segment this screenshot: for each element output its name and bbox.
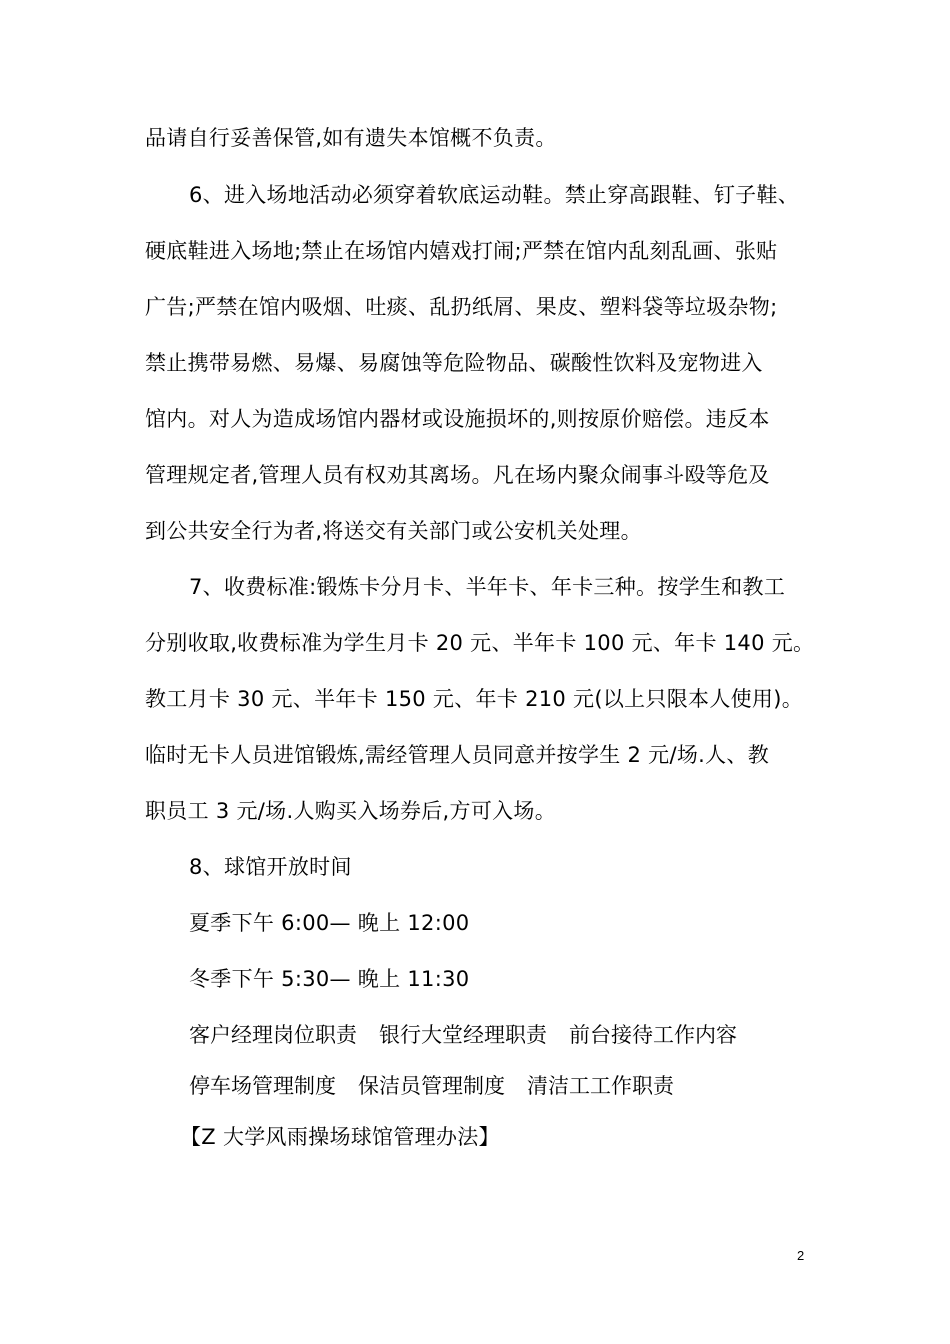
paragraph-line: 到公共安全行为者,将送交有关部门或公安机关处理。 (145, 519, 642, 543)
rule-7-heading-line: 7、收费标准:锻炼卡分月卡、半年卡、年卡三种。按学生和教工 (189, 575, 786, 599)
paragraph-line: 品请自行妥善保管,如有遗失本馆概不负责。 (145, 126, 557, 150)
related-links-row-2 (189, 1072, 674, 1100)
paragraph-line: 广告;严禁在馆内吸烟、吐痰、乱扔纸屑、果皮、塑料袋等垃圾杂物; (145, 295, 778, 319)
rule-8-heading: 8、球馆开放时间 (189, 855, 352, 879)
page-number: 2 (797, 1248, 805, 1263)
paragraph-line: 馆内。对人为造成场馆内器材或设施损坏的,则按原价赔偿。违反本 (145, 407, 770, 431)
related-link[interactable]: 保洁员管理制度 (358, 1074, 505, 1098)
related-link[interactable]: 银行大堂经理职责 (379, 1023, 547, 1047)
related-link[interactable]: 客户经理岗位职责 (189, 1023, 357, 1047)
summer-hours: 夏季下午 6:00— 晚上 12:00 (189, 911, 470, 935)
rule-6-heading-line: 6、进入场地活动必须穿着软底运动鞋。禁止穿高跟鞋、钉子鞋、 (189, 183, 800, 207)
paragraph-line: 职员工 3 元/场.人购买入场券后,方可入场。 (145, 799, 557, 823)
related-links-row-1 (189, 1021, 737, 1049)
paragraph-line: 管理规定者,管理人员有权劝其离场。凡在场内聚众闹事斗殴等危及 (145, 463, 770, 487)
paragraph-line: 硬底鞋进入场地;禁止在场馆内嬉戏打闹;严禁在馆内乱刻乱画、张贴 (145, 239, 778, 263)
related-link[interactable]: 停车场管理制度 (189, 1074, 336, 1098)
paragraph-line: 临时无卡人员进馆锻炼,需经管理人员同意并按学生 2 元/场.人、教 (145, 743, 770, 767)
paragraph-line: 禁止携带易燃、易爆、易腐蚀等危险物品、碳酸性饮料及宠物进入 (145, 351, 763, 375)
winter-hours: 冬季下午 5:30— 晚上 11:30 (189, 967, 470, 991)
paragraph-line: 教工月卡 30 元、半年卡 150 元、年卡 210 元(以上只限本人使用)。 (145, 687, 804, 711)
related-link[interactable]: 前台接待工作内容 (569, 1023, 737, 1047)
document-title: 【Z 大学风雨操场球馆管理办法】 (180, 1125, 500, 1149)
paragraph-line: 分别收取,收费标准为学生月卡 20 元、半年卡 100 元、年卡 140 元。 (145, 631, 815, 655)
related-link[interactable]: 清洁工工作职责 (527, 1074, 674, 1098)
